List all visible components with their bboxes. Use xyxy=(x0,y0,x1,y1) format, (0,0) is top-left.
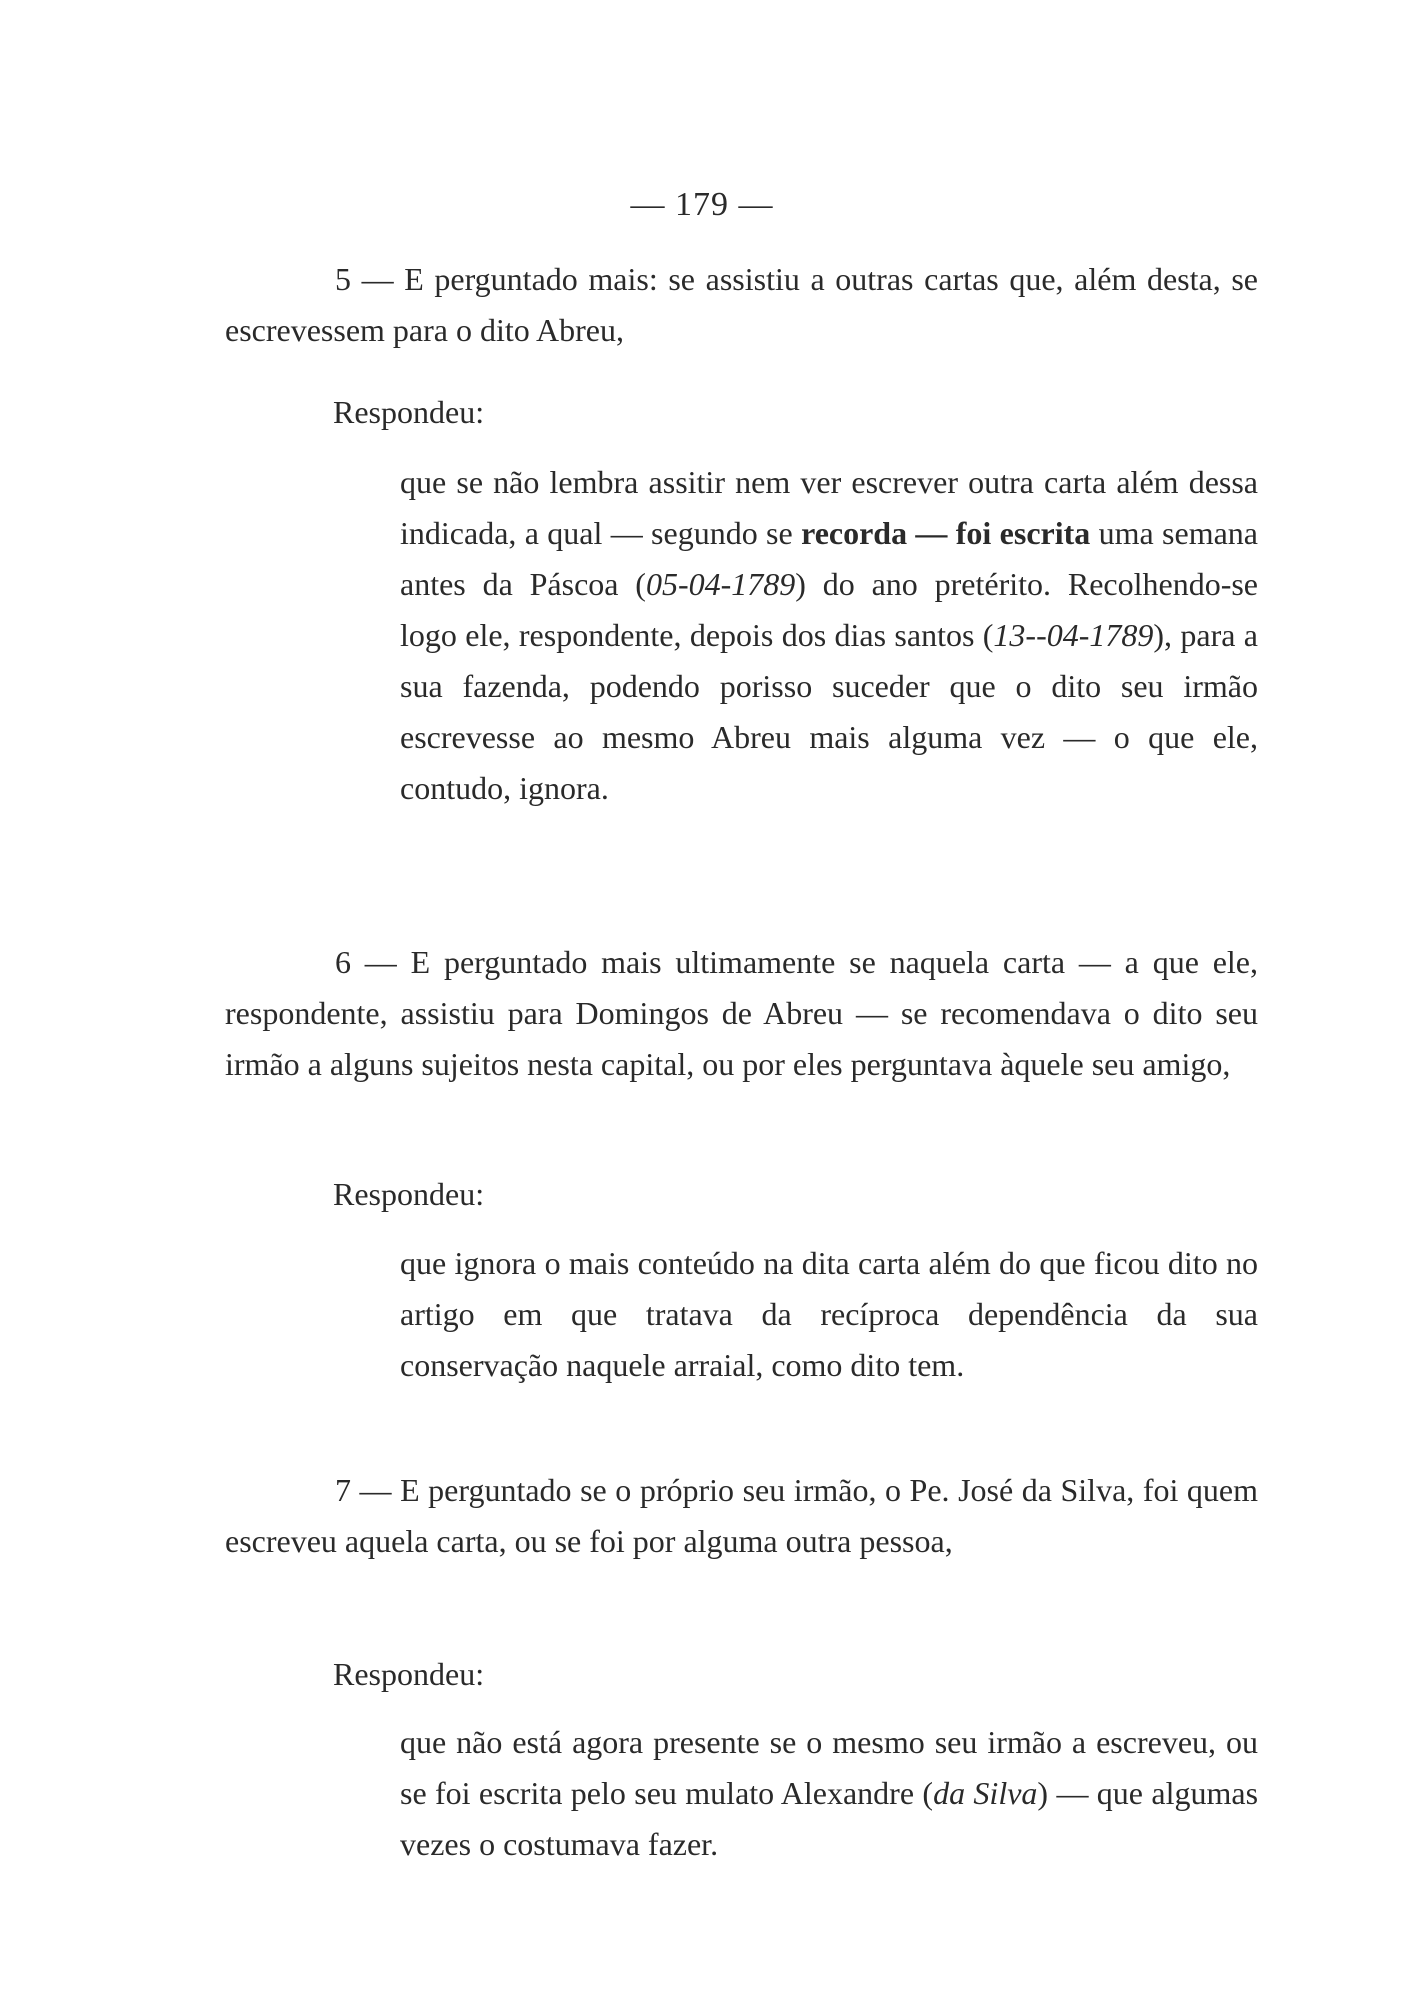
page-number: — 179 — xyxy=(630,186,774,223)
answer-7-italic-name: da Silva xyxy=(933,1775,1038,1811)
answer-7-part: ) — que algumas vezes o costumava fazer. xyxy=(400,1775,1259,1862)
answer-5-bold-phrase: recorda — foi escrita xyxy=(801,515,1091,551)
question-7-text: 7 — E perguntado se o próprio seu irmão, o Pe. José da Silva, foi quem escreveu aquela carta, ou se foi por alguma outra pessoa, xyxy=(225,1472,1258,1559)
answer-5 xyxy=(400,457,1258,814)
question-5-text: 5 — E perguntado mais: se assistiu a outras cartas que, além desta, se escrevessem para o dito Abreu, xyxy=(225,261,1258,348)
response-label-6: Respondeu: xyxy=(333,1176,485,1212)
answer-7 xyxy=(400,1717,1258,1870)
answer-5-part: ) do ano pretérito. Recolhendo-se logo ele, respondente, depois dos dias santos ( xyxy=(400,566,1259,653)
answer-5-part: uma semana antes da Páscoa ( xyxy=(400,515,1259,602)
answer-5-part: que se não lembra assitir nem ver escrever outra carta além dessa indicada, a qual — segundo se xyxy=(400,464,1258,551)
answer-6: que ignora o mais conteúdo na dita carta além do que ficou dito no artigo em que tratava da recíproca dependência da sua conservação naquele arraial, como dito tem. xyxy=(400,1245,1258,1383)
response-label-7: Respondeu: xyxy=(333,1656,485,1692)
answer-5-part: ), para a sua fazenda, podendo porisso suceder que o dito seu irmão escrevesse ao mesmo Abreu mais alguma vez — o que ele, contudo, ignora. xyxy=(400,617,1259,806)
answer-5-date: 13--04-1789 xyxy=(993,617,1154,653)
question-7 xyxy=(225,1465,1258,1567)
answer-7-part: que não está agora presente se o mesmo seu irmão a escreveu, ou se foi escrita pelo seu mulato Alexandre ( xyxy=(400,1724,1258,1811)
answer-5-date: 05-04-1789 xyxy=(645,566,796,602)
question-5 xyxy=(225,254,1258,356)
question-6-text: 6 — E perguntado mais ultimamente se naquela carta — a que ele, respondente, assistiu para Domingos de Abreu — se recomendava o dito seu irmão a alguns sujeitos nesta capital, ou por eles perguntava àquele seu amigo, xyxy=(225,944,1258,1082)
response-label-5: Respondeu: xyxy=(333,394,485,430)
question-6 xyxy=(225,937,1258,1090)
